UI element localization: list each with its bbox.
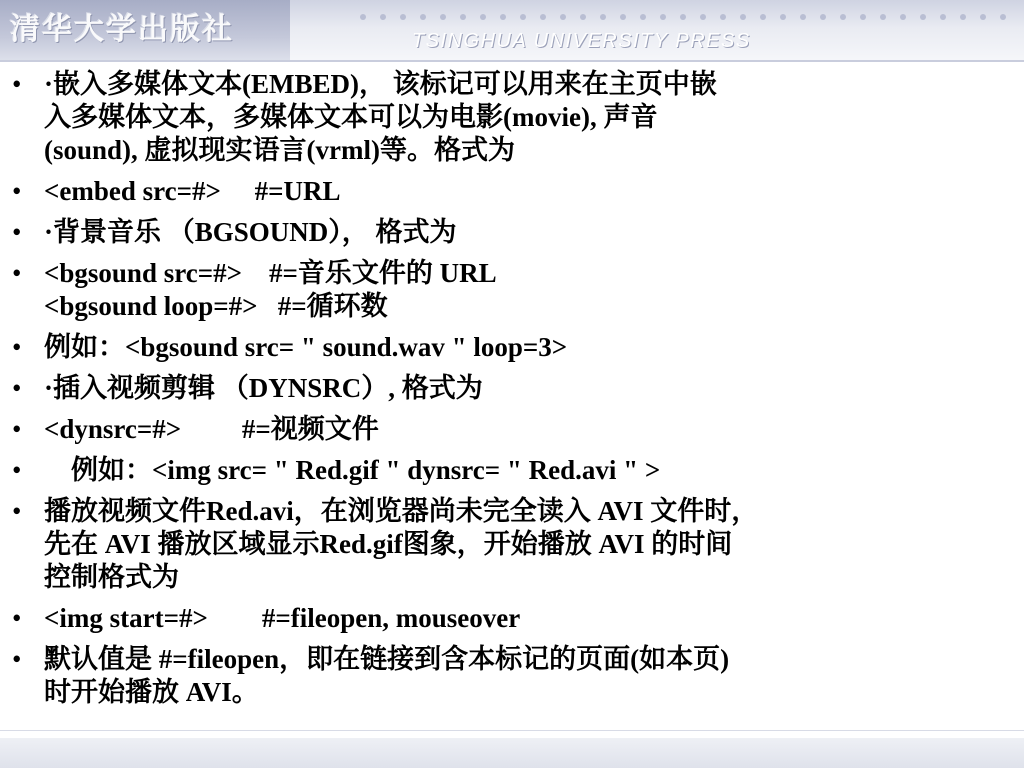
bullet-marker: • xyxy=(12,176,22,206)
bullet-text-line: 默认值是 #=fileopen，即在链接到含本标记的页面(如本页) xyxy=(44,644,730,674)
bullet-text-line: <bgsound src=#> #=音乐文件的 URL xyxy=(44,258,497,288)
bullet-text-line: ·嵌入多媒体文本(EMBED)， 该标记可以用来在主页中嵌 xyxy=(44,69,717,99)
bullet-item xyxy=(0,495,1024,594)
header-banner xyxy=(0,0,1024,62)
bullet-item xyxy=(0,216,1024,249)
slide-content xyxy=(0,68,1024,728)
bullet-marker: • xyxy=(12,69,22,99)
bullet-text-line: 控制格式为 xyxy=(44,562,179,592)
bullet-item xyxy=(0,68,1024,167)
bullet-text-line: <embed src=#> #=URL xyxy=(44,176,341,206)
bullet-item xyxy=(0,454,1024,487)
header-divider xyxy=(0,60,1024,62)
bullet-marker: • xyxy=(12,258,22,288)
press-name-english: TSINGHUA UNIVERSITY PRESS xyxy=(412,30,751,52)
bullet-item xyxy=(0,643,1024,709)
bullet-text-line: 先在 AVI 播放区域显示Red.gif图象，开始播放 AVI 的时间 xyxy=(44,529,733,559)
bullet-marker: • xyxy=(12,644,22,674)
bullet-text-line: (sound), 虚拟现实语言(vrml)等。格式为 xyxy=(44,135,515,165)
footer-band xyxy=(0,738,1024,768)
bullet-marker: • xyxy=(12,373,22,403)
bullet-item xyxy=(0,602,1024,635)
bullet-item xyxy=(0,413,1024,446)
bullet-marker: • xyxy=(12,414,22,444)
bullet-text-line: 例如：<bgsound src= " sound.wav " loop=3> xyxy=(44,332,568,362)
bullet-item xyxy=(0,257,1024,323)
bullet-marker: • xyxy=(12,496,22,526)
bullet-text-line: 入多媒体文本，多媒体文本可以为电影(movie), 声音 xyxy=(44,102,658,132)
bullet-list xyxy=(0,68,1024,709)
bullet-text-line: 例如：<img src= " Red.gif " dynsrc= " Red.avi " > xyxy=(44,455,661,485)
bullet-text-line: ·插入视频剪辑 （DYNSRC）, 格式为 xyxy=(44,373,483,403)
bullet-marker: • xyxy=(12,332,22,362)
bullet-item xyxy=(0,331,1024,364)
bullet-text-line: <img start=#> #=fileopen, mouseover xyxy=(44,603,521,633)
bullet-text-line: 播放视频文件Red.avi，在浏览器尚未完全读入 AVI 文件时， xyxy=(44,496,759,526)
bullet-text-line: <bgsound loop=#> #=循环数 xyxy=(44,291,388,321)
footer-divider xyxy=(0,730,1024,731)
bullet-marker: • xyxy=(12,603,22,633)
press-name-chinese: 清华大学出版社 xyxy=(10,12,234,47)
bullet-text-line: <dynsrc=#> #=视频文件 xyxy=(44,414,379,444)
bullet-marker: • xyxy=(12,217,22,247)
bullet-item xyxy=(0,175,1024,208)
bullet-text-line: 时开始播放 AVI。 xyxy=(44,677,259,707)
bullet-item xyxy=(0,372,1024,405)
bullet-marker: • xyxy=(12,455,22,485)
bullet-text-line: ·背景音乐 （BGSOUND）， 格式为 xyxy=(44,217,457,247)
decorative-dots xyxy=(360,7,1020,19)
